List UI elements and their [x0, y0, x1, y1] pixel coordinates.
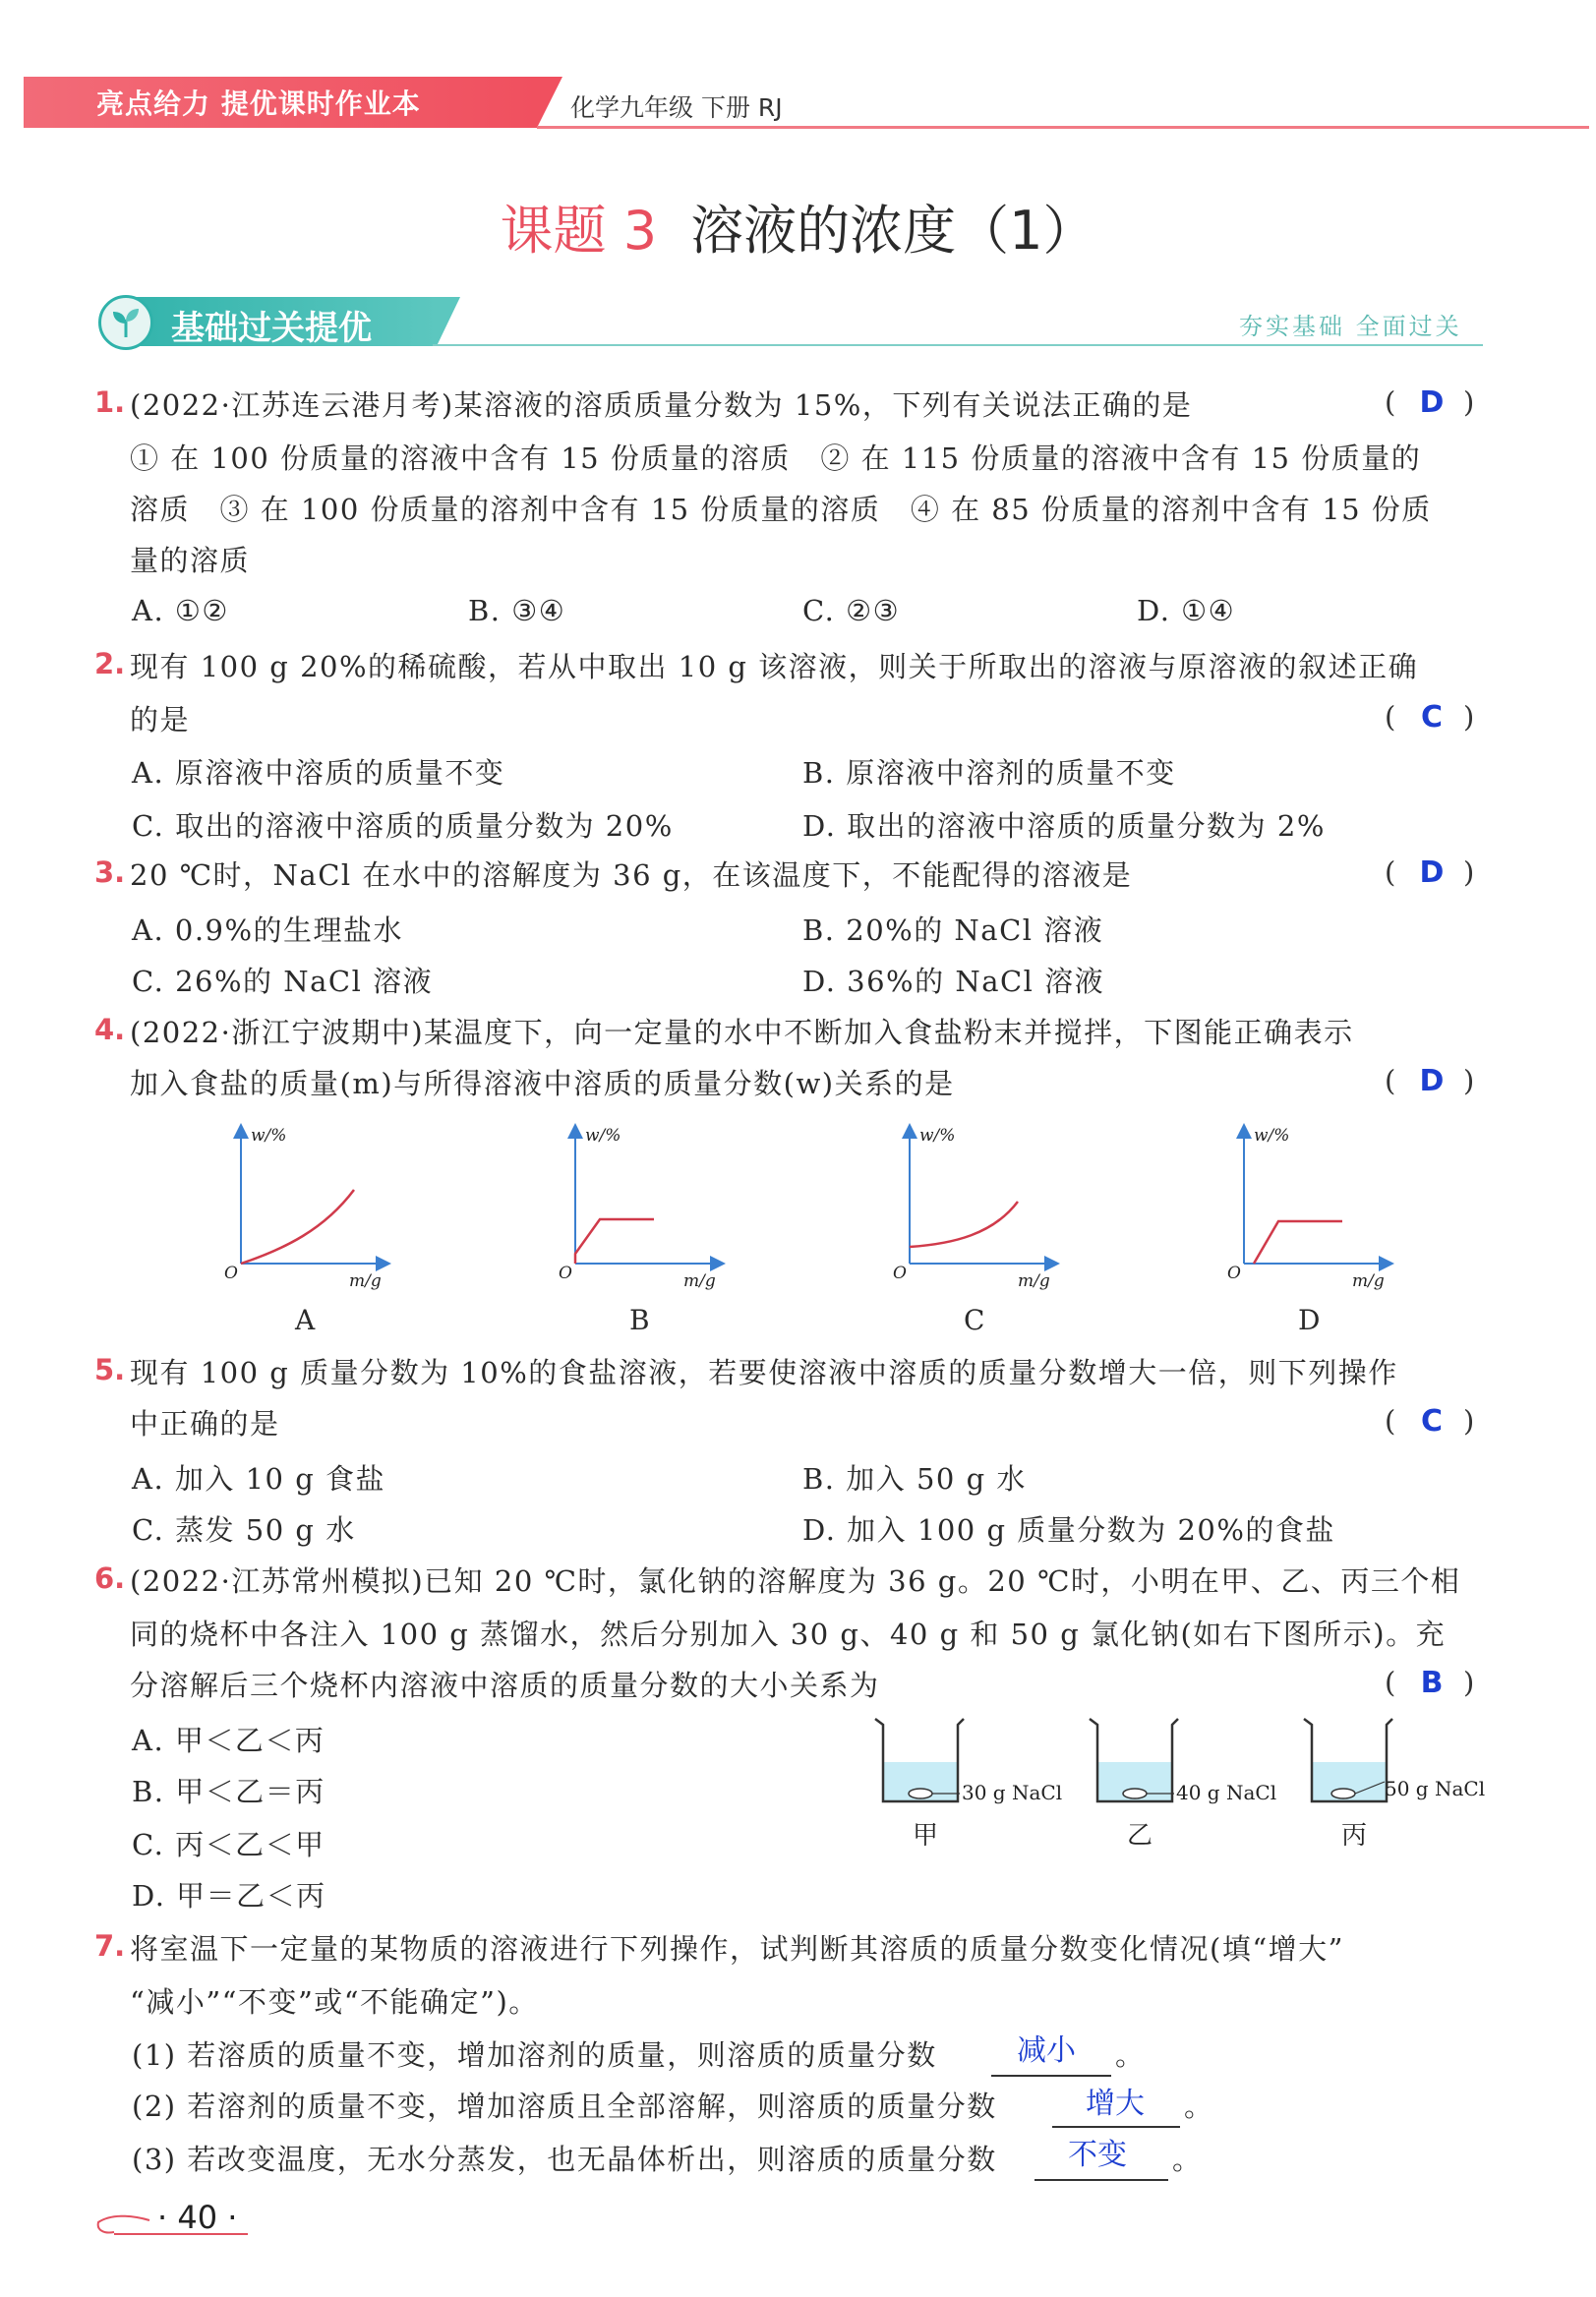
- q1-stem: (2022·江苏连云港月考)某溶液的溶质质量分数为 15%，下列有关说法正确的是: [130, 388, 1193, 422]
- q6-stem-line3: 分溶解后三个烧杯内溶液中溶质的质量分数的大小关系为: [130, 1669, 880, 1702]
- q5-answer: C: [1420, 1404, 1444, 1439]
- q5-option-b: B. 加入 50 g 水: [802, 1462, 1027, 1496]
- q1-option-d: D. ①④: [1137, 594, 1236, 627]
- beaker-3-name: 丙: [1341, 1821, 1368, 1851]
- q7-stem-line2: “减小”“不变”或“不能确定”)。: [130, 1985, 539, 2019]
- q3-answer: D: [1419, 855, 1445, 890]
- q6-option-d: D. 甲＝乙＜丙: [132, 1879, 326, 1913]
- q1-statements-line3: 量的溶质: [130, 544, 251, 577]
- q5-paren-open: (: [1385, 1404, 1396, 1438]
- q4-stem-line2: 加入食盐的质量(m)与所得溶液中溶质的质量分数(w)关系的是: [130, 1067, 955, 1100]
- q3-option-d: D. 36%的 NaCl 溶液: [802, 965, 1105, 998]
- q4-xlabel-c: m/g: [1018, 1271, 1050, 1291]
- beaker-3-label: 50 g NaCl: [1385, 1777, 1486, 1800]
- section-slogan: 夯实基础 全面过关: [1239, 313, 1462, 340]
- q4-curve-c: [910, 1202, 1018, 1247]
- q3-paren-close: ): [1463, 855, 1475, 889]
- q4-graph-a: [224, 1126, 384, 1291]
- q7-sub1-period: 。: [1115, 2038, 1146, 2072]
- q4-origin-b: O: [559, 1264, 572, 1283]
- q6-option-b: B. 甲＜乙＝丙: [132, 1775, 325, 1808]
- q2-option-d: D. 取出的溶液中溶质的质量分数为 2%: [802, 809, 1326, 843]
- q4-graph-label-c: C: [964, 1304, 985, 1336]
- q1-statements-line2: 溶质 ③ 在 100 份质量的溶剂中含有 15 份质量的溶质 ④ 在 85 份质量的溶剂中含有 15 份质: [130, 493, 1432, 526]
- page-title: [0, 189, 1596, 265]
- q4-answer: D: [1419, 1064, 1445, 1098]
- q4-graph-d: [1227, 1126, 1387, 1291]
- q4-graph-label-a: A: [295, 1304, 316, 1336]
- q4-origin-c: O: [893, 1264, 907, 1283]
- q2-paren-open: (: [1385, 700, 1396, 734]
- q6-paren-open: (: [1385, 1666, 1396, 1699]
- q7-sub2-text: (2) 若溶剂的质量不变，增加溶质且全部溶解，则溶质的质量分数: [132, 2090, 997, 2123]
- q2-number: 2.: [94, 647, 126, 680]
- q4-number: 4.: [94, 1013, 126, 1046]
- q4-xlabel-b: m/g: [683, 1271, 716, 1291]
- section-title: 基础过关提优: [171, 309, 372, 348]
- q6-option-a: A. 甲＜乙＜丙: [132, 1724, 325, 1757]
- header-brand: 亮点给力 提优课时作业本: [96, 88, 421, 120]
- beaker-1-name: 甲: [913, 1821, 939, 1851]
- q7-sub3-answer: 不变: [1068, 2138, 1127, 2172]
- q7-stem-line1: 将室温下一定量的某物质的溶液进行下列操作，试判断其溶质的质量分数变化情况(填“增大”: [130, 1932, 1344, 1966]
- q2-option-c: C. 取出的溶液中溶质的质量分数为 20%: [132, 809, 674, 843]
- q4-ylabel-c: w/%: [919, 1126, 956, 1146]
- q4-graph-label-d: D: [1298, 1304, 1321, 1336]
- q4-graphs: [216, 1121, 1416, 1337]
- q3-number: 3.: [94, 855, 126, 889]
- q4-ylabel-b: w/%: [585, 1126, 621, 1146]
- q5-option-d: D. 加入 100 g 质量分数为 20%的食盐: [802, 1513, 1335, 1547]
- q6-number: 6.: [94, 1561, 126, 1595]
- q4-xlabel-a: m/g: [349, 1271, 382, 1291]
- q5-paren-close: ): [1463, 1404, 1475, 1438]
- q4-origin-a: O: [224, 1264, 238, 1283]
- title-text: 溶液的浓度（1）: [690, 200, 1096, 262]
- q4-graph-b: [559, 1126, 718, 1291]
- q4-graph-label-b: B: [629, 1304, 650, 1336]
- q3-option-c: C. 26%的 NaCl 溶液: [132, 965, 434, 998]
- beaker-1-label: 30 g NaCl: [962, 1781, 1063, 1804]
- q4-ylabel-a: w/%: [251, 1126, 287, 1146]
- q5-stem-line2: 中正确的是: [130, 1407, 280, 1441]
- q6-option-c: C. 丙＜乙＜甲: [132, 1828, 325, 1861]
- beaker-3: [1304, 1719, 1485, 1851]
- section-divider: [433, 344, 1483, 346]
- q6-answer: B: [1420, 1666, 1444, 1700]
- q1-answer: D: [1419, 385, 1445, 420]
- q3-paren-open: (: [1385, 855, 1396, 889]
- q7-sub1-text: (1) 若溶质的质量不变，增加溶剂的质量，则溶质的质量分数: [132, 2038, 937, 2072]
- q1-option-a: A. ①②: [132, 594, 229, 627]
- q2-paren-close: ): [1463, 700, 1475, 734]
- q4-curve-b: [575, 1219, 654, 1264]
- q5-number: 5.: [94, 1353, 126, 1386]
- beaker-2-label: 40 g NaCl: [1176, 1781, 1277, 1804]
- beaker-1: [875, 1719, 1062, 1851]
- q7-sub1-answer: 减小: [1017, 2033, 1076, 2068]
- q2-option-b: B. 原溶液中溶剂的质量不变: [802, 756, 1176, 790]
- beaker-2: [1090, 1719, 1276, 1851]
- q4-stem-line1: (2022·浙江宁波期中)某温度下，向一定量的水中不断加入食盐粉末并搅拌，下图能正确表示: [130, 1016, 1354, 1049]
- header-divider: [537, 126, 1589, 129]
- q4-paren-open: (: [1385, 1064, 1396, 1097]
- q3-option-b: B. 20%的 NaCl 溶液: [802, 913, 1104, 947]
- q7-sub3-text: (3) 若改变温度，无水分蒸发，也无晶体析出，则溶质的质量分数: [132, 2143, 997, 2176]
- q1-number: 1.: [94, 385, 126, 419]
- q6-stem-line2: 同的烧杯中各注入 100 g 蒸馏水，然后分别加入 30 g、40 g 和 50 g 氯化钠(如右下图所示)。充: [130, 1618, 1447, 1651]
- q7-sub3-period: 。: [1172, 2143, 1203, 2176]
- q7-sub2-period: 。: [1184, 2090, 1214, 2123]
- q4-ylabel-d: w/%: [1254, 1126, 1290, 1146]
- beaker-2-name: 乙: [1127, 1821, 1153, 1851]
- q2-option-a: A. 原溶液中溶质的质量不变: [132, 756, 505, 790]
- q4-curve-a: [241, 1190, 354, 1264]
- q2-answer: C: [1420, 700, 1444, 735]
- q7-number: 7.: [94, 1929, 126, 1963]
- q7-sub2-answer: 增大: [1086, 2087, 1145, 2121]
- q5-option-a: A. 加入 10 g 食盐: [132, 1462, 385, 1496]
- header-book-info: 化学九年级 下册 RJ: [570, 93, 783, 122]
- q1-option-c: C. ②③: [802, 594, 901, 627]
- q3-stem: 20 ℃时，NaCl 在水中的溶解度为 36 g，在该温度下，不能配得的溶液是: [130, 858, 1133, 892]
- q5-stem-line1: 现有 100 g 质量分数为 10%的食盐溶液，若要使溶液中溶质的质量分数增大一倍，则下列操作: [130, 1356, 1398, 1389]
- q6-beakers-figure: [865, 1711, 1495, 1868]
- q2-stem-line2: 的是: [130, 703, 191, 736]
- q4-paren-close: ): [1463, 1064, 1475, 1097]
- q5-option-c: C. 蒸发 50 g 水: [132, 1513, 356, 1547]
- q1-option-b: B. ③④: [468, 594, 566, 627]
- q6-paren-close: ): [1463, 1666, 1475, 1699]
- page-number: · 40 ·: [157, 2199, 238, 2236]
- q4-curve-d: [1254, 1221, 1342, 1264]
- q1-paren-close: ): [1463, 385, 1475, 419]
- q1-paren-open: (: [1385, 385, 1396, 419]
- q6-stem-line1: (2022·江苏常州模拟)已知 20 ℃时，氯化钠的溶解度为 36 g。20 ℃时，小明在甲、乙、丙三个相: [130, 1564, 1461, 1598]
- title-label: 课题 3: [500, 200, 658, 262]
- q1-statements-line1: ① 在 100 份质量的溶液中含有 15 份质量的溶质 ② 在 115 份质量的溶液中含有 15 份质量的: [130, 442, 1422, 475]
- q4-graph-c: [893, 1126, 1052, 1291]
- q3-option-a: A. 0.9%的生理盐水: [132, 913, 404, 947]
- sprout-icon: [98, 295, 153, 350]
- q4-xlabel-d: m/g: [1352, 1271, 1385, 1291]
- q2-stem-line1: 现有 100 g 20%的稀硫酸，若从中取出 10 g 该溶液，则关于所取出的溶液与原溶液的叙述正确: [130, 650, 1419, 683]
- q4-origin-d: O: [1227, 1264, 1241, 1283]
